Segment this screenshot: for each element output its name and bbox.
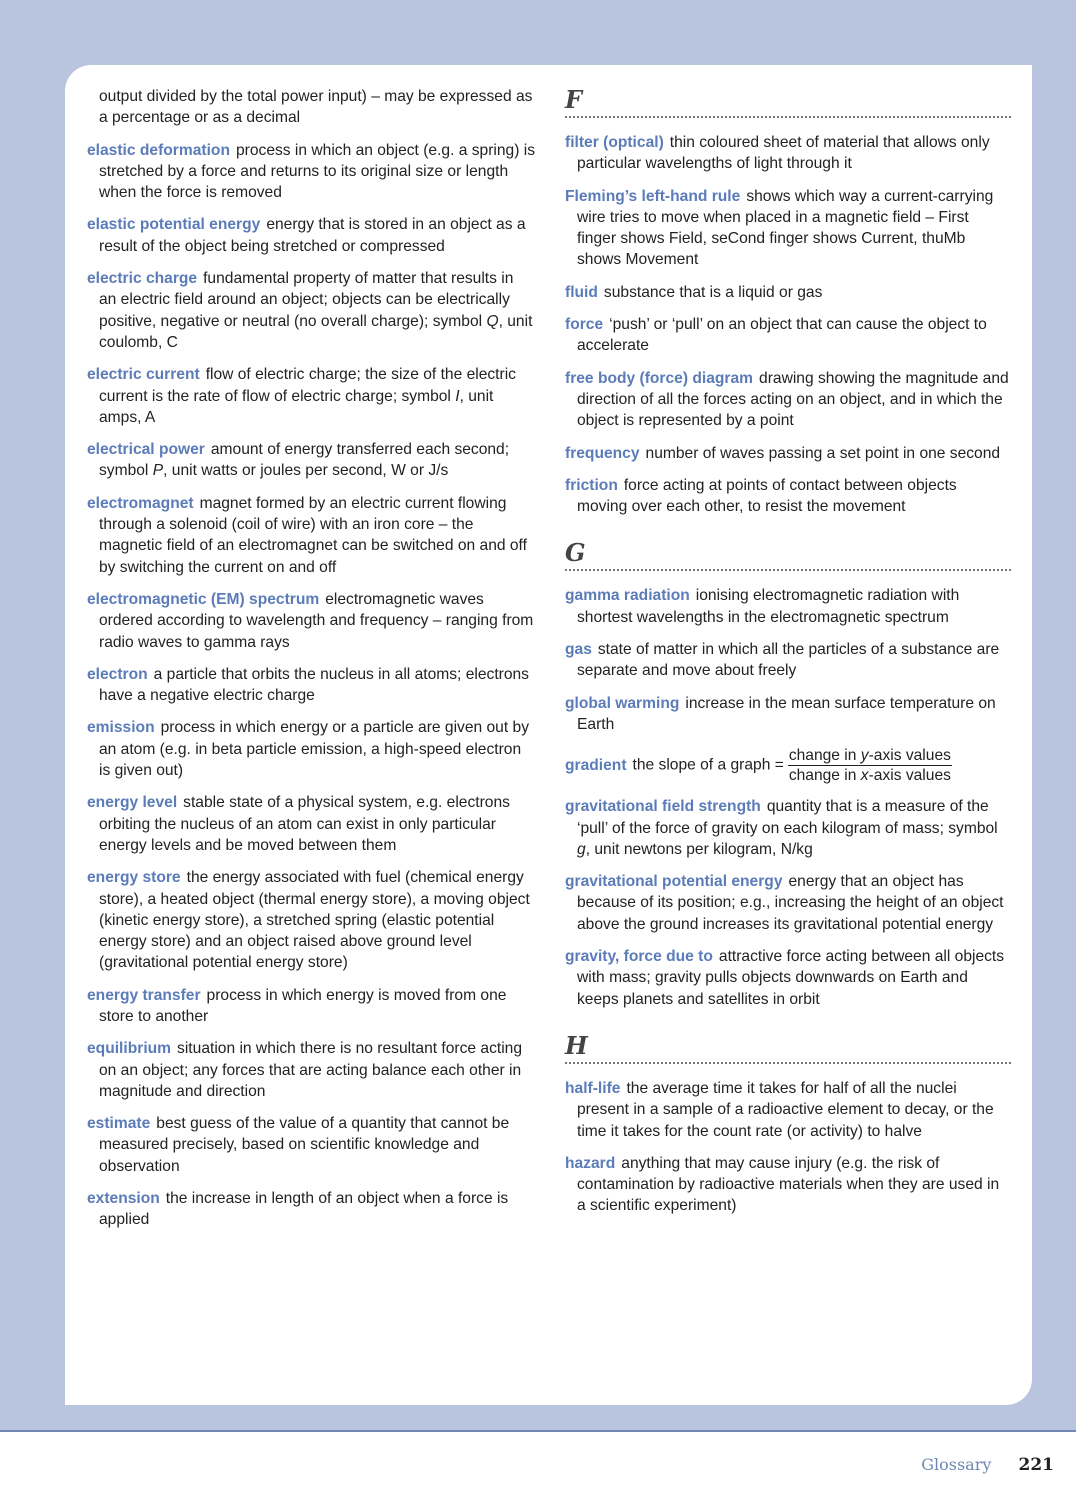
glossary-column-left — [87, 86, 535, 1242]
definition-text: a particle that orbits the nucleus in all atoms; electrons have a negative electric charge — [99, 665, 529, 705]
glossary-term: gravity, force due to — [565, 948, 713, 966]
definition-text: process in which energy or a particle are given out by an atom (e.g. in beta particle emission, a high-speed electron is given out) — [99, 719, 529, 780]
definition-text: attractive force acting between all objects with mass; gravity pulls objects downwards on Earth and keeps planets and satellites in orbit — [577, 948, 1005, 1008]
definition-text: process in which energy is moved from one store to another — [99, 986, 507, 1025]
glossary-entry — [87, 439, 535, 482]
definition-text: fundamental property of matter that results in an electric field around an object; objects can be electrically positive, negative or neutral (no overall charge); symbol — [99, 270, 514, 330]
definition-text: stable state of a physical system, e.g. electrons orbiting the nucleus of an atom can exist in only particular energy levels and be moved between them — [99, 794, 510, 854]
glossary-entry — [565, 946, 1011, 1010]
definition-text: thin coloured sheet of material that allows only particular wavelengths of light through it — [577, 134, 990, 173]
fraction-denominator — [788, 766, 952, 785]
definition-text: energy that is stored in an object as a result of the object being stretched or compressed — [99, 216, 526, 255]
glossary-term: filter (optical) — [565, 134, 664, 151]
page-footer — [921, 1455, 1054, 1475]
definition-text: the energy associated with fuel (chemical energy store), a heated object (thermal energy store), a moving object (kinetic energy store), a stretched spring (elastic potential energy store) and an object raised above ground level (gravitational potential energy store) — [99, 869, 530, 972]
glossary-term: gravitational potential energy — [565, 873, 783, 891]
glossary-entry — [87, 364, 535, 428]
glossary-entry — [565, 1153, 1011, 1217]
definition-text: force acting at points of contact between objects moving over each other, to resist the movement — [577, 476, 957, 516]
glossary-term: electromagnet — [87, 494, 194, 512]
definition-text: number of waves passing a set point in one second — [645, 444, 1001, 462]
glossary-entry — [87, 792, 535, 856]
definition-text: increase in the mean surface temperature on Earth — [577, 694, 996, 733]
page-number: 221 — [1018, 1455, 1054, 1475]
glossary-entry — [565, 443, 1011, 464]
footer-section-label: Glossary — [921, 1455, 992, 1474]
glossary-term: frequency — [565, 444, 640, 462]
glossary-term: energy level — [87, 794, 178, 812]
glossary-term: extension — [87, 1190, 160, 1208]
glossary-term: gravitational field strength — [565, 798, 761, 816]
definition-text: the increase in length of an object when a force is applied — [99, 1190, 509, 1229]
definition-text: I — [455, 387, 460, 405]
glossary-entry — [565, 639, 1011, 682]
glossary-entry — [87, 867, 535, 973]
definition-text: state of matter in which all the particles of a substance are separate and move about freely — [577, 641, 1000, 680]
definition-text: , unit newtons per kilogram, N/kg — [585, 840, 813, 858]
glossary-entry — [565, 368, 1011, 432]
glossary-term: hazard — [565, 1154, 616, 1172]
definition-text: change in — [788, 747, 861, 765]
glossary-term: energy transfer — [87, 986, 201, 1004]
glossary-entry — [87, 214, 535, 257]
definition-text: flow of electric charge; the size of the electric current is the rate of flow of electric charge; symbol — [99, 366, 516, 405]
definition-text: situation in which there is no resultant force acting on an object; any forces that are acting balance each other in magnitude and direction — [99, 1040, 523, 1100]
glossary-entry — [87, 985, 535, 1028]
definition-text: , unit amps, A — [99, 387, 494, 426]
glossary-entry — [565, 314, 1011, 357]
fraction — [788, 746, 952, 785]
definition-text: anything that may cause injury (e.g. the risk of contamination by radioactive materials when they are used in a scientific experiment) — [577, 1154, 1000, 1215]
glossary-entry — [565, 746, 1011, 785]
glossary-term: electric current — [87, 366, 200, 384]
glossary-entry — [565, 1078, 1011, 1142]
continued-definition: output divided by the total power input) – may be expressed as a percentage or as a decimal — [99, 88, 533, 127]
glossary-term: elastic deformation — [87, 141, 230, 159]
fraction-numerator — [788, 746, 952, 766]
definition-text: magnet formed by an electric current flowing through a solenoid (coil of wire) with an iron core – the magnetic field of an electromagnet can be switched on and off by switching the current on and off — [99, 494, 527, 576]
section-letter-heading: H — [565, 1032, 1011, 1064]
definition-text: ionising electromagnetic radiation with shortest wavelengths in the electromagnetic spectrum — [577, 587, 960, 626]
definition-text: , unit coulomb, C — [99, 312, 533, 351]
glossary-entry — [565, 282, 1011, 303]
glossary-entry — [87, 268, 535, 353]
glossary-term: electrical power — [87, 441, 205, 459]
definition-text: electromagnetic waves ordered according to wavelength and frequency – ranging from radio waves to gamma rays — [99, 590, 534, 651]
definition-text: drawing showing the magnitude and direction of all the forces acting on an object, and in which the object is represented by a point — [577, 369, 1009, 430]
definition-text: Q — [486, 312, 499, 330]
glossary-entry — [87, 140, 535, 204]
definition-text: substance that is a liquid or gas — [603, 283, 823, 301]
glossary-term: free body (force) diagram — [565, 369, 754, 387]
glossary-term: energy store — [87, 869, 181, 887]
definition-text: g — [577, 840, 586, 858]
glossary-term: friction — [565, 476, 618, 494]
glossary-term: gas — [565, 641, 592, 659]
definition-text: y — [860, 747, 869, 765]
glossary-term: global warming — [565, 694, 680, 712]
glossary-term: force — [565, 316, 604, 334]
definition-text: , unit watts or joules per second, W or J/s — [163, 462, 449, 480]
glossary-entry — [565, 186, 1011, 271]
glossary-term: fluid — [565, 283, 598, 301]
glossary-term: emission — [87, 719, 155, 737]
glossary-term: gamma radiation — [565, 587, 690, 605]
glossary-entry — [87, 664, 535, 707]
definition-text: change in — [788, 767, 861, 785]
definition-text: x — [860, 767, 869, 785]
glossary-entry — [87, 1188, 535, 1231]
definition-text: energy that an object has because of its position; e.g., increasing the height of an object above the ground increases its gravitational potential energy — [577, 873, 1004, 933]
definition-text: the average time it takes for half of all the nuclei present in a sample of a radioactive element to decay, or the time it takes for the count rate (or activity) to halve — [577, 1079, 994, 1140]
glossary-entry — [565, 796, 1011, 860]
glossary-term: electric charge — [87, 270, 198, 288]
glossary-entry — [87, 1038, 535, 1102]
definition-text: ‘push’ or ‘pull’ on an object that can cause the object to accelerate — [577, 316, 987, 355]
glossary-entry — [87, 717, 535, 781]
glossary-term: elastic potential energy — [87, 216, 261, 234]
definition-text: -axis values — [868, 747, 951, 765]
glossary-entry — [87, 1113, 535, 1177]
glossary-term: equilibrium — [87, 1040, 172, 1058]
glossary-term: electromagnetic (EM) spectrum — [87, 590, 320, 608]
glossary-entry — [565, 585, 1011, 628]
definition-text: amount of energy transferred each second; symbol — [99, 441, 510, 480]
glossary-entry — [87, 493, 535, 578]
definition-text: -axis values — [868, 767, 951, 785]
glossary-entry — [87, 589, 535, 653]
glossary-term: estimate — [87, 1115, 151, 1133]
glossary-term: electron — [87, 665, 148, 683]
glossary-term: half-life — [565, 1079, 621, 1097]
glossary-term: Fleming’s left-hand rule — [565, 187, 741, 205]
section-letter-heading: F — [565, 86, 1011, 118]
definition-text: quantity that is a measure of the ‘pull’ of the force of gravity on each kilogram of mass; symbol — [577, 798, 998, 837]
definition-text: process in which an object (e.g. a spring) is stretched by a force and returns to its original size or length when the force is removed — [99, 141, 536, 202]
glossary-entry — [565, 132, 1011, 175]
definition-text: the slope of a graph = — [632, 756, 784, 774]
glossary-entry — [565, 693, 1011, 736]
definition-text: best guess of the value of a quantity that cannot be measured precisely, based on scientific knowledge and observation — [99, 1115, 510, 1175]
glossary-entry — [565, 871, 1011, 935]
definition-text: P — [152, 462, 164, 480]
definition-text: shows which way a current-carrying wire tries to move when placed in a magnetic field – First finger shows Field, seCond finger shows Current, thuMb shows Movement — [577, 187, 994, 269]
glossary-entry — [565, 475, 1011, 518]
glossary-column-right — [565, 86, 1011, 1228]
section-letter-heading: G — [565, 539, 1011, 571]
glossary-term: gradient — [565, 756, 627, 774]
